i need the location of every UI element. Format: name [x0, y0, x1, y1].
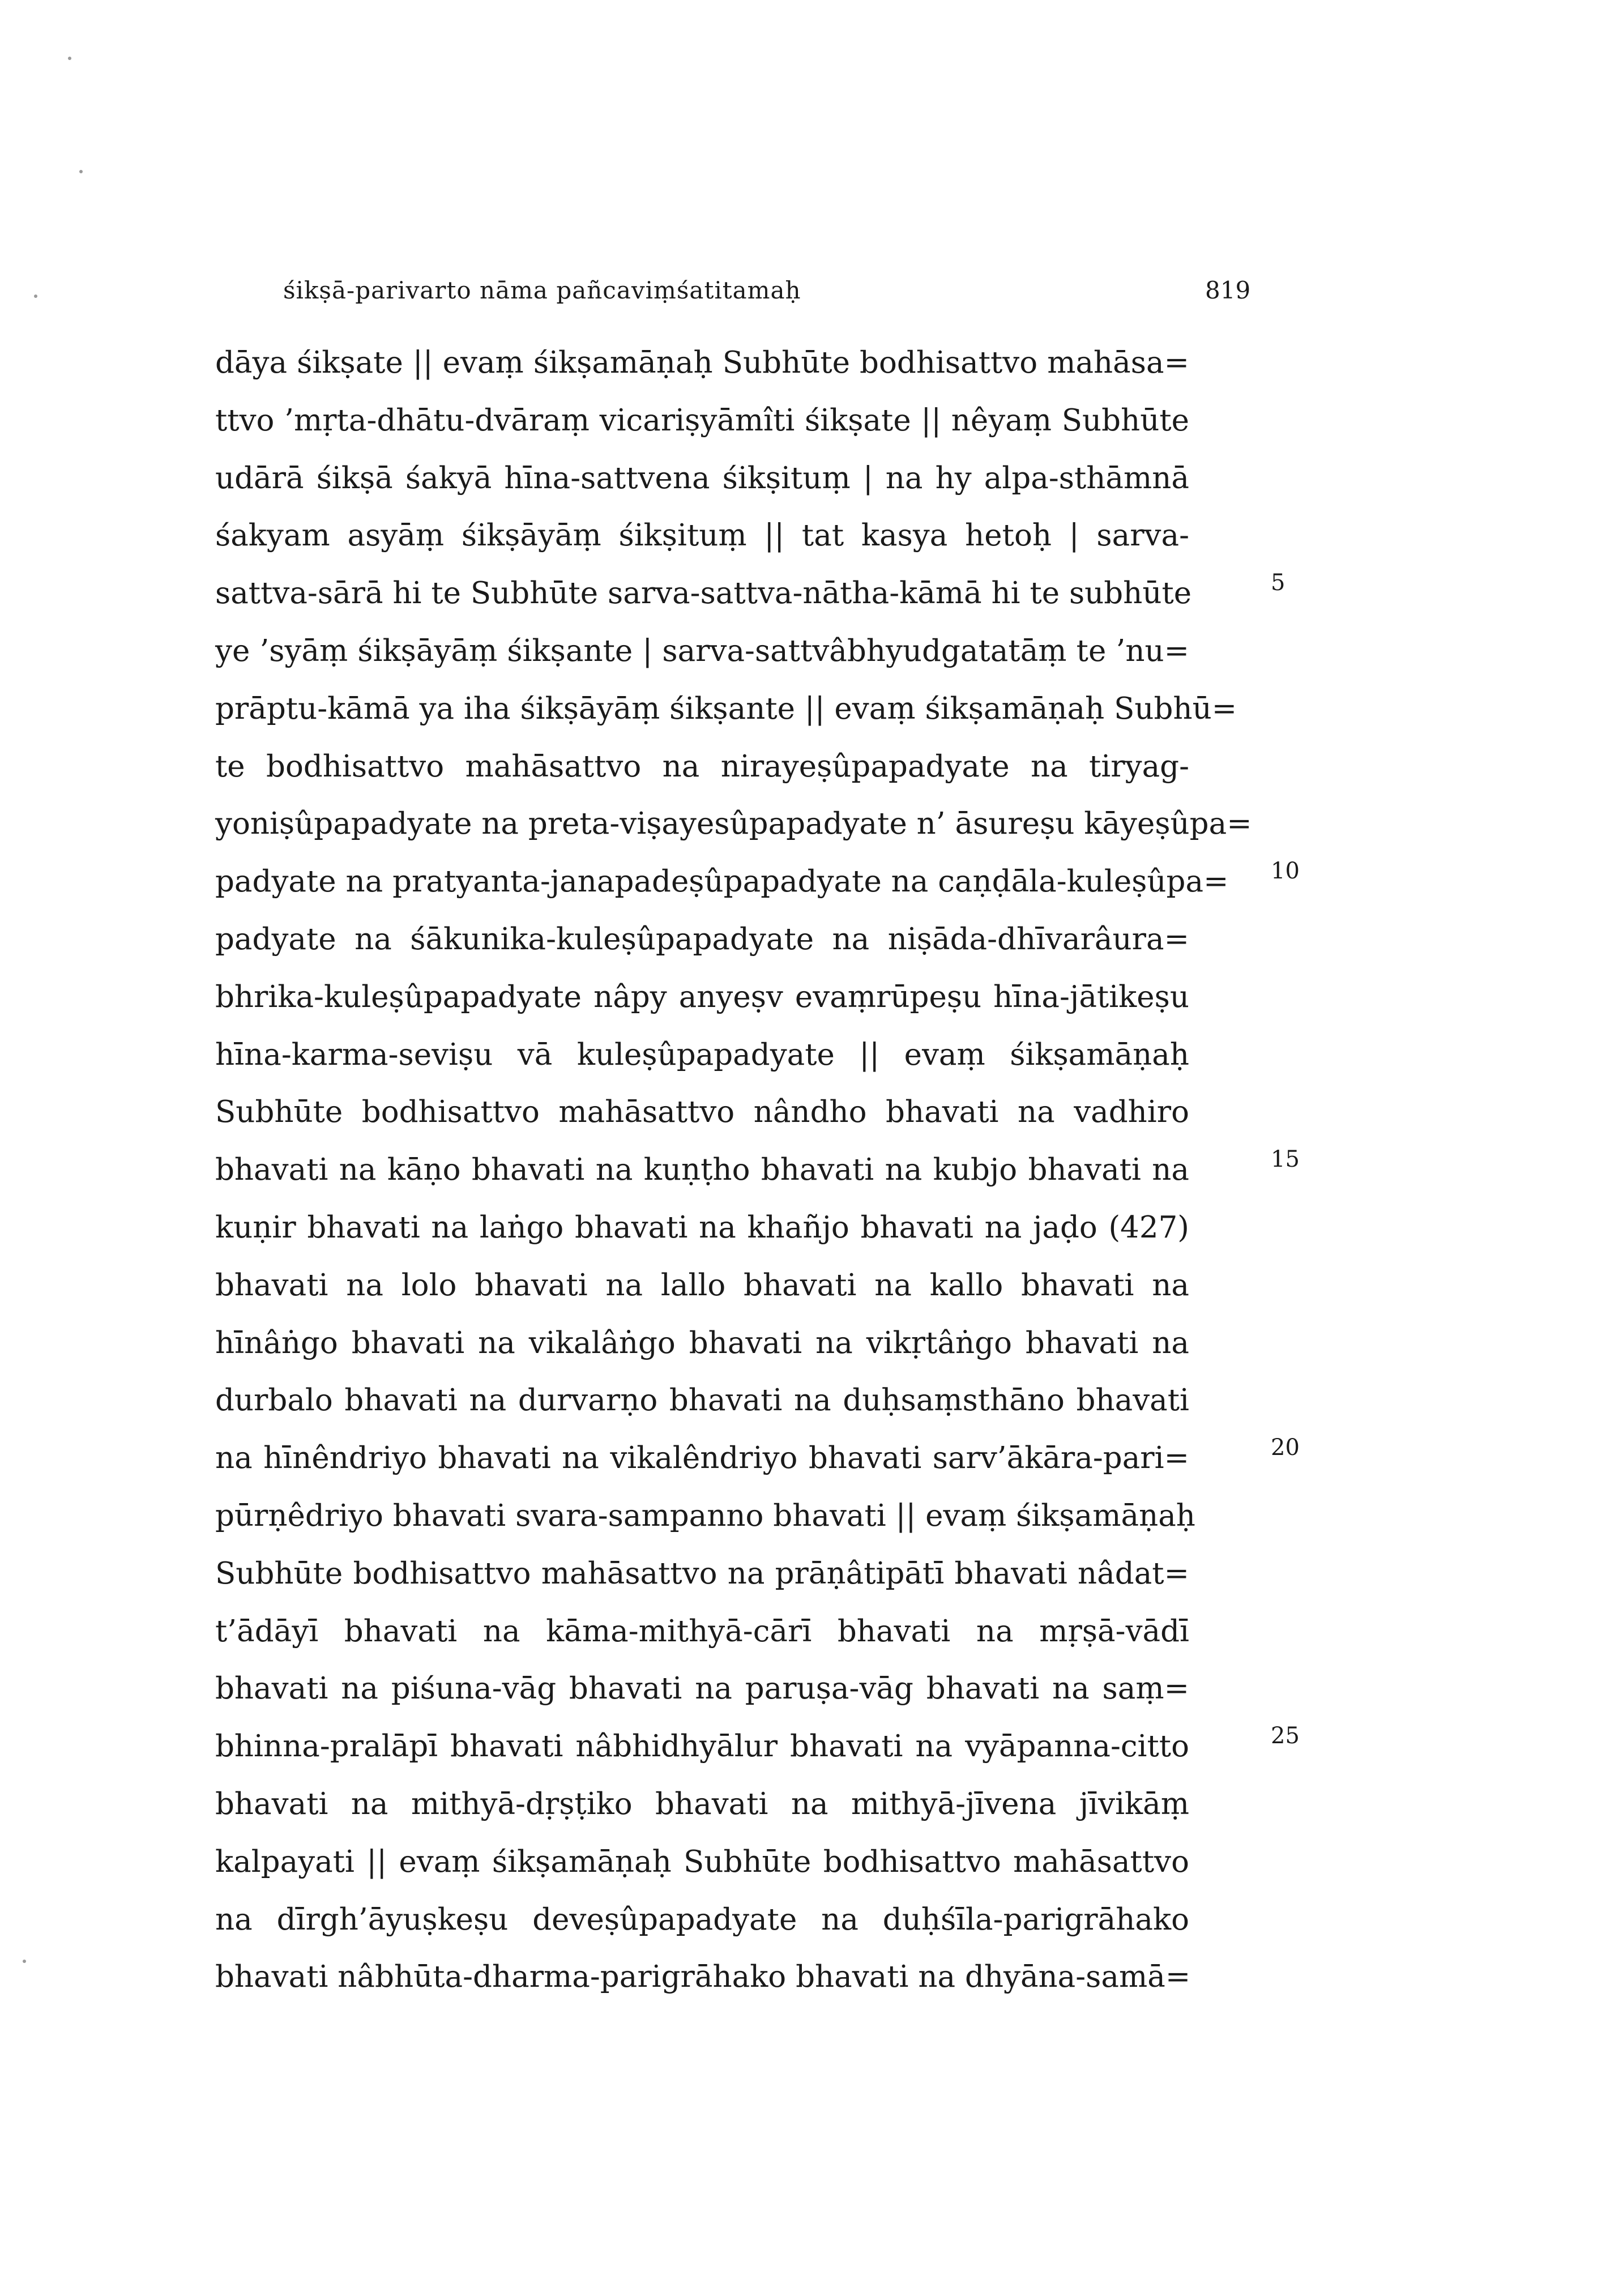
text-line: yoniṣûpapadyate na preta-viṣayesûpapadyate n’ āsureṣu kāyeṣûpa= — [215, 806, 1252, 842]
text-line: t’ādāyī bhavati na kāma-mithyā-cārī bhavati na mṛṣā-vādī — [215, 1614, 1189, 1649]
text-line: padyate na śākunika-kuleṣûpapadyate na niṣāda-dhīvarâura= — [215, 921, 1189, 957]
text-line: Subhūte bodhisattvo mahāsattvo na prāṇâtipātī bhavati nâdat= — [215, 1556, 1189, 1591]
text-line: padyate na pratyanta-janapadeṣûpapadyate na caṇḍāla-kuleṣûpa= — [215, 864, 1229, 899]
text-line: udārā śikṣā śakyā hīna-sattvena śikṣituṃ | na hy alpa-sthāmnā — [215, 460, 1189, 496]
line-number-15: 15 — [1271, 1146, 1300, 1172]
text-line: na hīnêndriyo bhavati na vikalêndriyo bhavati sarv’ākāra-pari= — [215, 1441, 1189, 1476]
text-line: Subhūte bodhisattvo mahāsattvo nândho bhavati na vadhiro — [215, 1095, 1189, 1130]
text-line: hīnâṅgo bhavati na vikalâṅgo bhavati na vikṛtâṅgo bhavati na — [215, 1325, 1189, 1360]
text-line: bhrika-kuleṣûpapadyate nâpy anyeṣv evaṃrūpeṣu hīna-jātikeṣu — [215, 979, 1189, 1014]
text-line: ye ’syāṃ śikṣāyāṃ śikṣante | sarva-sattvâbhyudgatatāṃ te ’nu= — [215, 633, 1189, 668]
text-line: bhavati na lolo bhavati na lallo bhavati na kallo bhavati na — [215, 1268, 1189, 1303]
line-number-5: 5 — [1271, 570, 1285, 596]
page-number: 819 — [1205, 276, 1251, 304]
text-line: bhinna-pralāpī bhavati nâbhidhyālur bhavati na vyāpanna-citto — [215, 1729, 1189, 1764]
text-line: sattva-sārā hi te Subhūte sarva-sattva-nātha-kāmā hi te subhūte — [215, 576, 1192, 611]
text-line: bhavati nâbhūta-dharma-parigrāhako bhavati na dhyāna-samā= — [215, 1960, 1191, 1995]
text-line: prāptu-kāmā ya iha śikṣāyāṃ śikṣante || evaṃ śikṣamāṇaḥ Subhū= — [215, 691, 1237, 726]
text-line: hīna-karma-seviṣu vā kuleṣûpapadyate || evaṃ śikṣamāṇaḥ — [215, 1037, 1189, 1072]
text-line: bhavati na piśuna-vāg bhavati na paruṣa-vāg bhavati na saṃ= — [215, 1671, 1189, 1706]
line-number-20: 20 — [1271, 1435, 1300, 1461]
running-head: śikṣā-parivarto nāma pañcaviṃśatitamaḥ — [283, 276, 801, 304]
text-line: bhavati na kāṇo bhavati na kuṇṭho bhavati na kubjo bhavati na — [215, 1153, 1189, 1188]
paper-speck — [79, 170, 83, 173]
text-line: te bodhisattvo mahāsattvo na nirayeṣûpapadyate na tiryag- — [215, 749, 1189, 784]
text-line: dāya śikṣate || evaṃ śikṣamāṇaḥ Subhūte bodhisattvo mahāsa= — [215, 345, 1189, 380]
line-number-25: 25 — [1271, 1723, 1300, 1749]
paper-speck — [68, 57, 71, 60]
text-line: bhavati na mithyā-dṛṣṭiko bhavati na mithyā-jīvena jīvikāṃ — [215, 1786, 1189, 1821]
text-line: śakyam asyāṃ śikṣāyāṃ śikṣituṃ || tat kasya hetoḥ | sarva- — [215, 518, 1189, 553]
paper-speck — [34, 295, 37, 298]
text-line: kalpayati || evaṃ śikṣamāṇaḥ Subhūte bodhisattvo mahāsattvo — [215, 1844, 1189, 1879]
text-line: durbalo bhavati na durvarṇo bhavati na duḥsaṃsthāno bhavati — [215, 1383, 1189, 1418]
text-line: kuṇir bhavati na laṅgo bhavati na khañjo bhavati na jaḍo (427) — [215, 1210, 1189, 1245]
main-text-block — [215, 334, 1252, 2006]
text-line: ttvo ’mṛta-dhātu-dvāraṃ vicariṣyāmîti śikṣate || nêyaṃ Subhūte — [215, 403, 1189, 438]
text-line: na dīrgh’āyuṣkeṣu deveṣûpapadyate na duḥśīla-parigrāhako — [215, 1902, 1189, 1937]
paper-speck — [23, 1960, 26, 1963]
line-number-10: 10 — [1271, 858, 1300, 884]
text-line: pūrṇêdriyo bhavati svara-sampanno bhavati || evaṃ śikṣamāṇaḥ — [215, 1498, 1195, 1533]
